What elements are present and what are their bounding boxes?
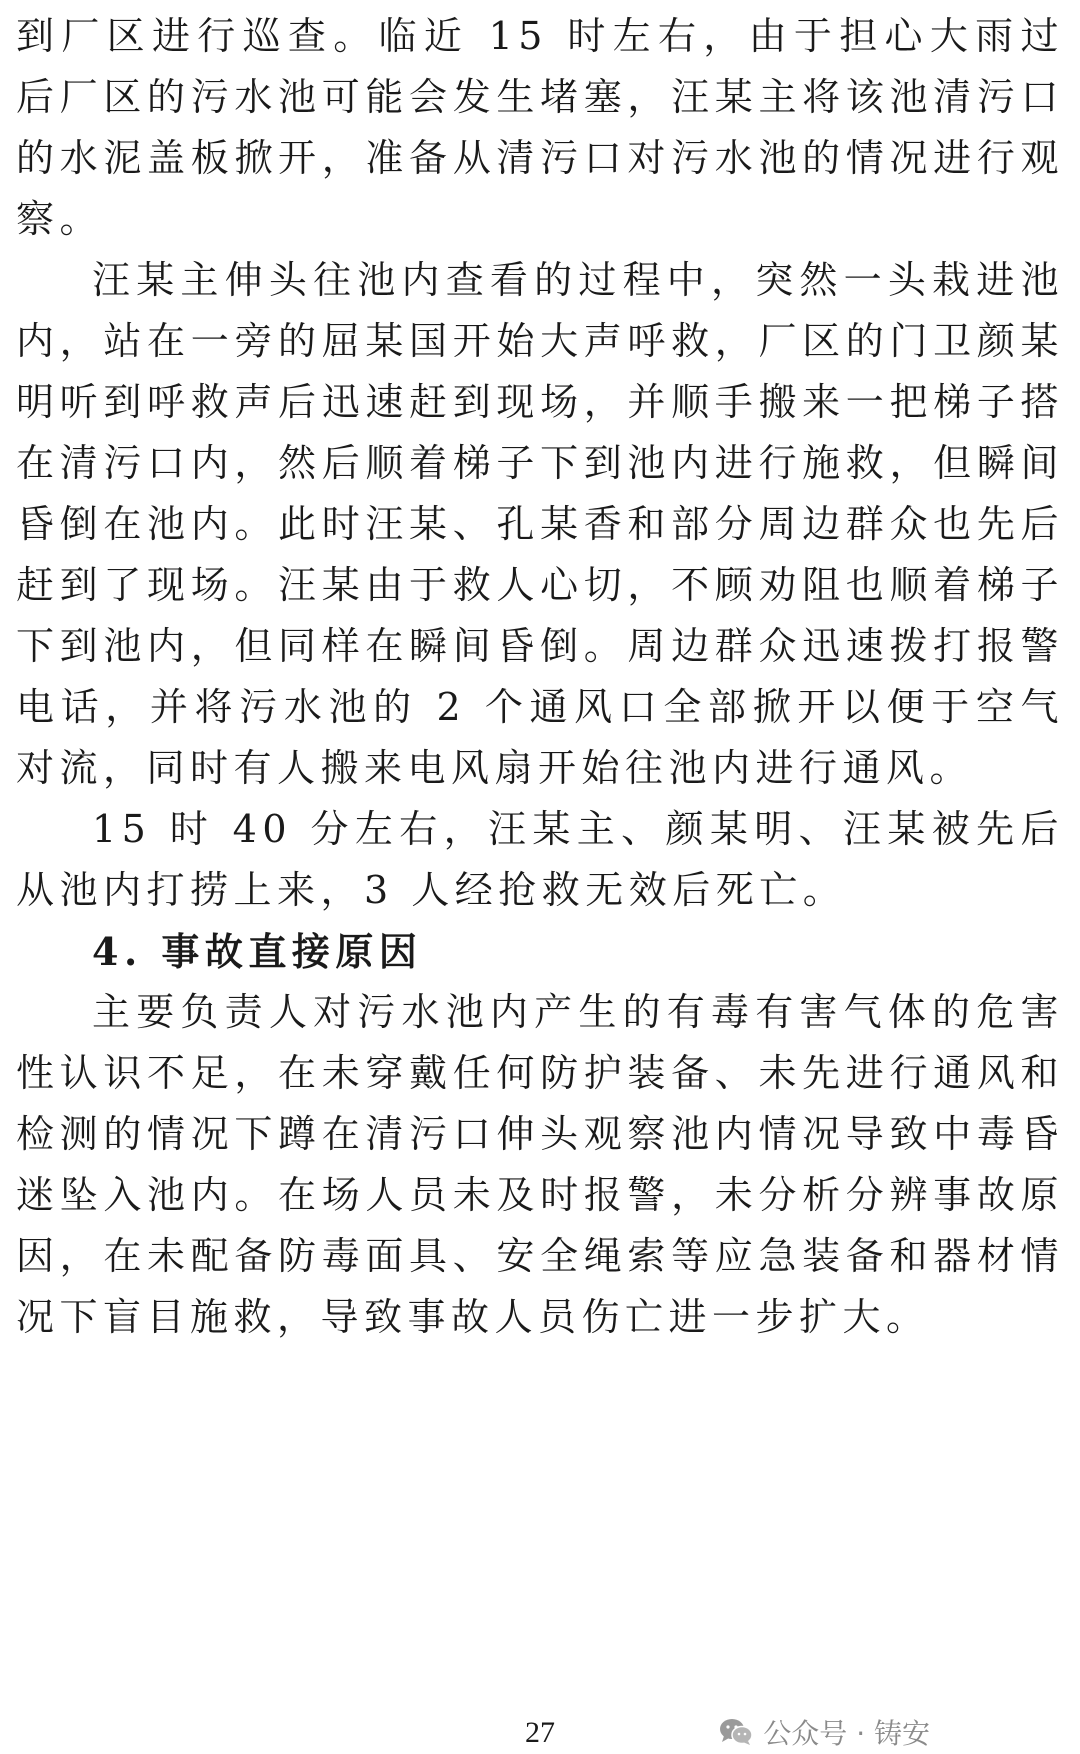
paragraph-rescue-account: 汪某主伸头往池内查看的过程中，突然一头栽进池内，站在一旁的屈某国开始大声呼救，厂区的门卫颜某明听到呼救声后迅速赶到现场，并顺手搬来一把梯子搭在清污口内，然后顺着梯子下到池内进行施救，但瞬间昏倒在池内。此时汪某、孔某香和部分周边群众也先后赶到了现场。汪某由于救人心切，不顾劝阻也顺着梯子下到池内，但同样在瞬间昏倒。周边群众迅速拨打报警电话，并将污水池的 2 个通风口全部掀开以便于空气对流，同时有人搬来电风扇开始往池内进行通风。: [16, 258, 1064, 790]
page-number: 27: [525, 1716, 555, 1749]
watermark-text: 公众号 · 铸安: [763, 1717, 930, 1750]
section-heading: 4. 事故直接原因: [92, 929, 423, 974]
paragraph-direct-cause: 主要负责人对污水池内产生的有毒有害气体的危害性认识不足，在未穿戴任何防护装备、未先进行通风和检测的情况下蹲在清污口伸头观察池内情况导致中毒昏迷坠入池内。在场人员未及时报警，未分析分辨事故原因，在未配备防毒面具、安全绳索等应急装备和器材情况下盲目施救，导致事故人员伤亡进一步扩大。: [16, 990, 1064, 1339]
document-page: [16, 6, 1064, 1348]
paragraph-continuation: 到厂区进行巡查。临近 15 时左右，由于担心大雨过后厂区的污水池可能会发生堵塞，汪某主将该池清污口的水泥盖板掀开，准备从清污口对污水池的情况进行观察。: [16, 14, 1064, 241]
paragraph-outcome: 15 时 40 分左右，汪某主、颜某明、汪某被先后从池内打捞上来，3 人经抢救无效后死亡。: [16, 807, 1064, 912]
